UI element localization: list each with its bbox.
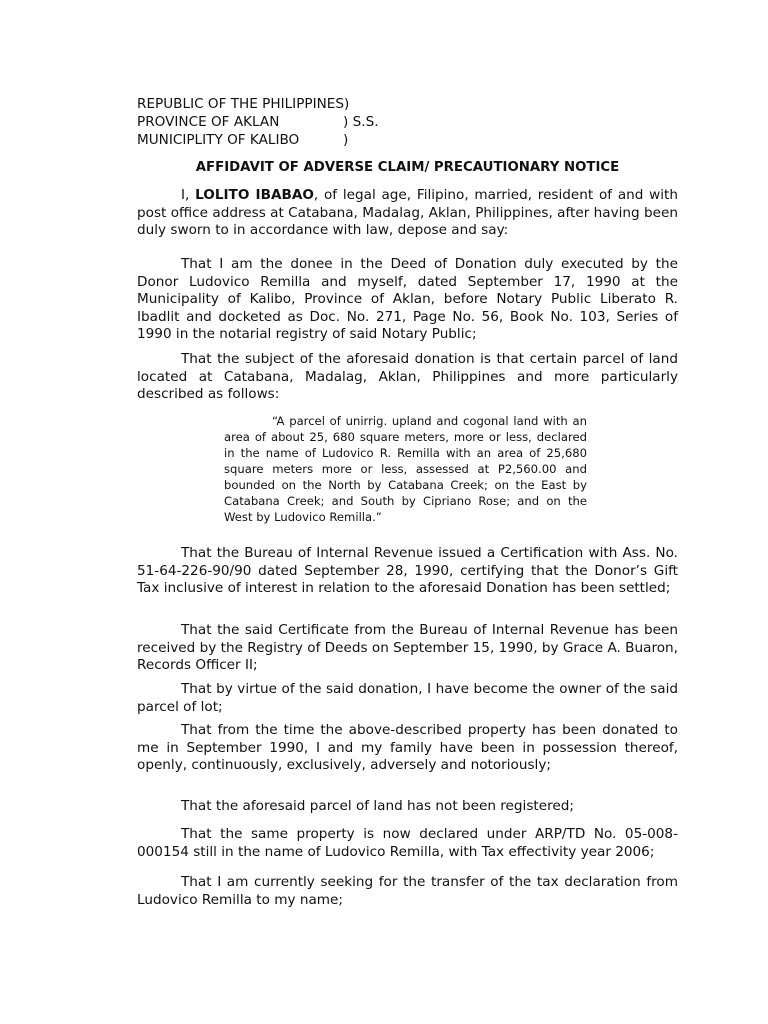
caption-municipality: MUNICIPLITY OF KALIBO [137, 132, 300, 148]
caption-line-province [137, 113, 379, 131]
caption-line-municipality [137, 131, 379, 149]
document-title: AFFIDAVIT OF ADVERSE CLAIM/ PRECAUTIONARY NOTICE [195, 160, 620, 175]
caption-republic: REPUBLIC OF THE PHILIPPINES) [137, 96, 350, 112]
intro-prefix: I, [181, 187, 196, 203]
paragraph-deed-of-donation: That I am the donee in the Deed of Donation duly executed by the Donor Ludovico Remilla and myself, dated September 17, 1990 at the Municipality of Kalibo, Province of Aklan, before Notary Public Liberato R. Ibadlit and docketed as Doc. No. 271, Page No. 56, Book No. 103, Series of 1990 in the notarial registry of said Notary Public; [137, 256, 678, 342]
paragraph-transfer: That I am currently seeking for the transfer of the tax declaration from Ludovico Remilla to my name; [137, 874, 678, 908]
paragraph-tax-declaration: That the same property is now declared under ARP/TD No. 05-008-000154 still in the name of Ludovico Remilla, with Tax effectivity year 2006; [137, 826, 678, 860]
affiant-name: LOLITO IBABAO [195, 187, 314, 203]
paragraph-not-registered: That the aforesaid parcel of land has not been registered; [181, 798, 574, 814]
caption-ss: ) S.S. [343, 114, 379, 130]
paragraph-subject-land: That the subject of the aforesaid donation is that certain parcel of land located at Catabana, Madalag, Aklan, Philippines and more particularly described as follows: [137, 351, 678, 402]
intro-rest: , of legal age, Filipino, married, resident of and with post office address at Catabana, Madalag, Aklan, Philippines, after having been duly sworn to in accordance with law, depose and say: [137, 187, 678, 238]
caption-province: PROVINCE OF AKLAN [137, 114, 280, 130]
paragraph-bir-certification: That the Bureau of Internal Revenue issued a Certification with Ass. No. 51-64-226-90/90 dated September 28, 1990, certifying that the Donor’s Gift Tax inclusive of interest in relation to the aforesaid Donation has been settled; [137, 545, 678, 596]
paragraph-ownership: That by virtue of the said donation, I have become the owner of the said parcel of lot; [137, 681, 678, 715]
caption-paren: ) [343, 132, 349, 148]
intro-paragraph [137, 187, 678, 240]
paragraph-registry-receipt: That the said Certificate from the Bureau of Internal Revenue has been received by the Registry of Deeds on September 15, 1990, by Grace A. Buaron, Records Officer II; [137, 622, 678, 673]
venue-caption [137, 95, 379, 149]
land-description-quote: “A parcel of unirrig. upland and cogonal land with an area of about 25, 680 square meters, more or less, declared in the name of Ludovico R. Remilla with an area of 25,680 square meters more or less, assessed at P2,560.00 and bounded on the North by Catabana Creek; on the East by Catabana Creek; and South by Cipriano Rose; and on the West by Ludovico Remilla.” [224, 414, 587, 524]
caption-line-republic [137, 95, 379, 113]
paragraph-possession: That from the time the above-described property has been donated to me in September 1990, I and my family have been in possession thereof, openly, continuously, exclusively, adversely and notoriously; [137, 722, 678, 773]
